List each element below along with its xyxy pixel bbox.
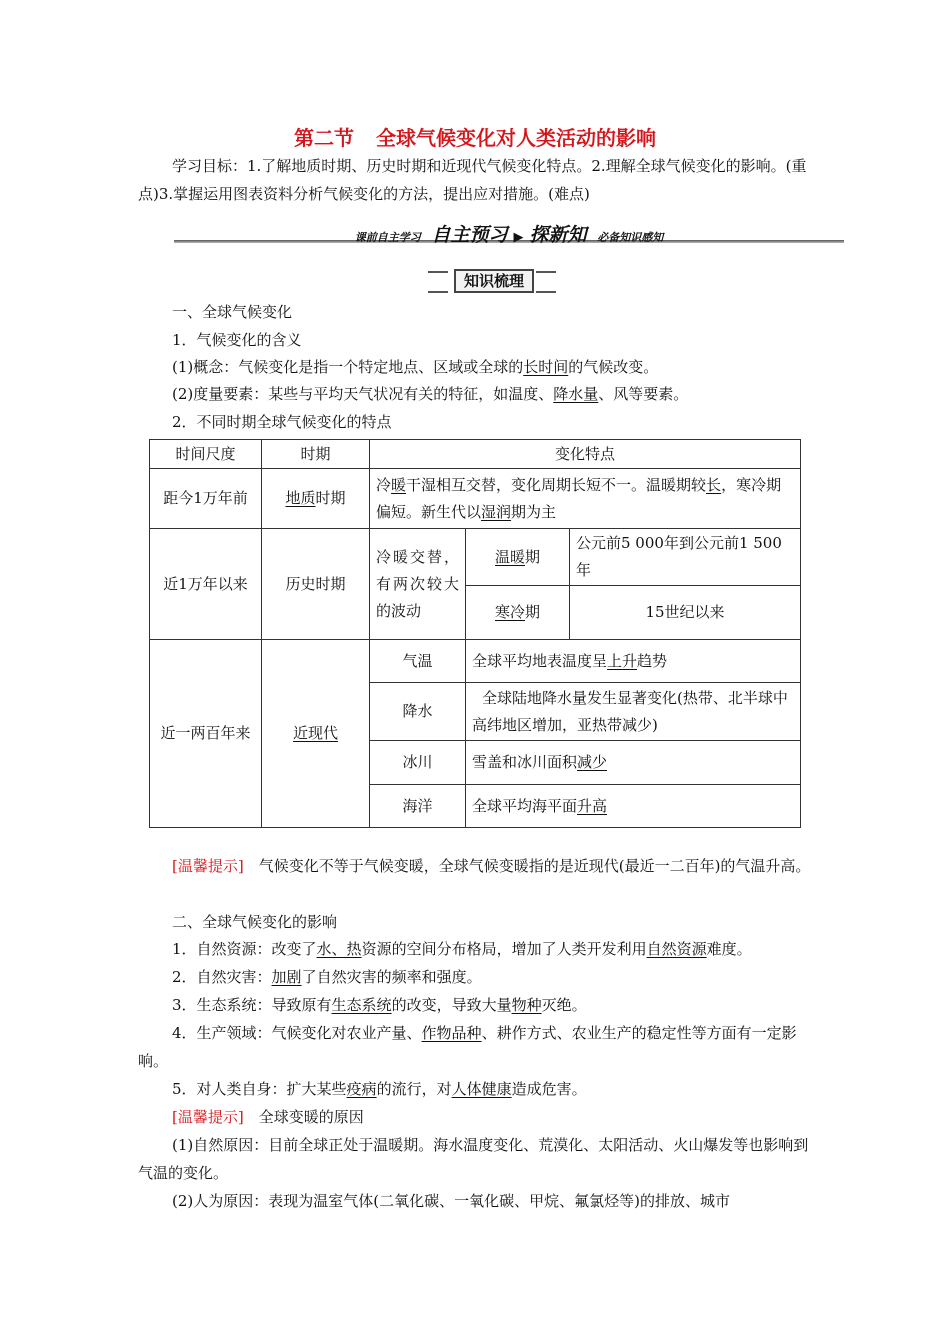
table-header-row [150,440,801,469]
page-title [0,122,950,151]
banner-heading-1: 自主预习 [431,224,508,246]
table-row: 距今1万年前 地质时期 冷暖干湿相互交替，变化周期长短不一。温暖期较长，寒冷期偏短。新生代以湿润期为主 [150,469,801,529]
tip-label: [温馨提示] [172,1108,244,1126]
header-features: 变化特点 [370,440,801,469]
impact-item-5: 5．对人类自身：扩大某些疫病的流行，对人体健康造成危害。 [172,1080,587,1098]
measure-paragraph: (2)度量要素：某些与平均天气状况有关的特征，如温度、降水量、风等要素。 [172,385,689,403]
knowledge-label: 知识梳理 [454,269,534,293]
sub-heading-1-1: 1．气候变化的含义 [172,331,302,349]
tip-1: [温馨提示] 气候变化不等于气候变暖，全球气候变暖指的是近现代(最近一二百年)的气温升高。 [172,857,811,875]
preview-banner: 课前自主学习 自主预习 ▶ 探新知 必备知识感知 [174,220,844,246]
impact-item-2: 2．自然灾害：加剧了自然灾害的频率和强度。 [172,968,482,986]
knowledge-label-box [428,269,556,291]
impact-item-1: 1．自然资源：改变了水、热资源的空间分布格局，增加了人类开发利用自然资源难度。 [172,940,752,958]
tip-2: [温馨提示] 全球变暖的原因 [172,1108,364,1126]
impact-item-3: 3．生态系统：导致原有生态系统的改变，导致大量物种灭绝。 [172,996,587,1014]
table-row: 近一两百年来 近现代 气温 全球平均地表温度呈上升趋势 [150,640,801,683]
table-row: 寒冷期 15世纪以来 [150,586,801,640]
sub-heading-1-2: 2．不同时期全球气候变化的特点 [172,413,392,431]
header-period: 时期 [262,440,370,469]
header-time-scale: 时间尺度 [150,440,262,469]
learning-objectives: 学习目标：1.了解地质时期、历史时期和近现代气候变化特点。2.理解全球气候变化的影响。(重点)3.掌握运用图表资料分析气候变化的方法，提出应对措施。(难点) [138,157,807,203]
section-number: 第二节 [294,126,354,150]
section-title: 全球气候变化对人类活动的影响 [376,126,656,150]
cause-human: (2)人为原因：表现为温室气体(二氧化碳、一氧化碳、甲烷、氟氯烃等)的排放、城市 [172,1192,730,1210]
banner-heading-2: 探新知 [529,224,587,246]
banner-right-label: 必备知识感知 [597,231,664,244]
tip-label: [温馨提示] [172,857,244,875]
climate-change-table [149,439,801,828]
banner-left-label: 课前自主学习 [354,231,421,244]
heading-2: 二、全球气候变化的影响 [172,913,338,931]
impact-item-4: 4．生产领域：气候变化对农业产量、作物品种、耕作方式、农业生产的稳定性等方面有一定影响。 [138,1024,797,1070]
table-row: 海洋 全球平均海平面升高 [150,785,801,828]
table-row: 降水 全球陆地降水量发生显著变化(热带、北半球中高纬地区增加，亚热带减少) [150,683,801,741]
table-row: 冰川 雪盖和冰川面积减少 [150,741,801,785]
concept-paragraph: (1)概念：气候变化是指一个特定地点、区域或全球的长时间的气候改变。 [172,358,659,376]
cause-natural: (1)自然原因：目前全球正处于温暖期。海水温度变化、荒漠化、太阳活动、火山爆发等也影响到气温的变化。 [138,1136,809,1182]
heading-1: 一、全球气候变化 [172,303,293,321]
table-row: 近1万年以来 历史时期 冷暖交替，有两次较大的波动 温暖期 公元前5 000年到公元前1 500年 [150,529,801,586]
